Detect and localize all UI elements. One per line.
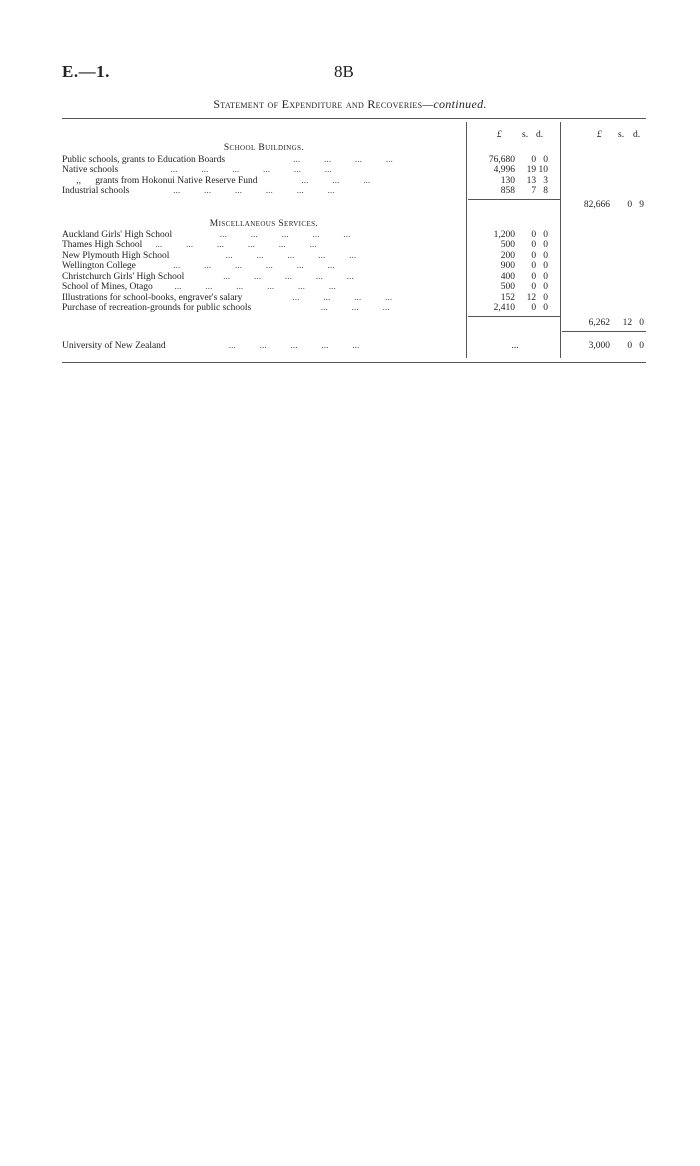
row-label: New Plymouth High School	[62, 251, 170, 261]
amount-pounds: 2,410	[493, 303, 515, 313]
row-label: Purchase of recreation-grounds for public schools	[62, 303, 252, 313]
amount-shillings-pence: 0 0	[531, 282, 548, 292]
leader-dots: ... ... ... ... ...	[205, 341, 360, 351]
amount-shillings-pence: 0 0	[531, 272, 548, 282]
amount-pounds: 500	[500, 282, 515, 292]
amount-pounds: 4,996	[493, 165, 515, 175]
leader-dots: ... ... ... ...	[290, 293, 393, 303]
amount-pounds: 200	[500, 251, 515, 261]
amount-shillings-pence: 0 0	[531, 261, 548, 271]
row-label: Christchurch Girls' High School	[62, 272, 185, 282]
amount-shillings-pence: 0 0	[531, 240, 548, 250]
section-heading-school-buildings: School Buildings.	[223, 143, 305, 153]
section-heading-miscellaneous-services: Miscellaneous Services.	[209, 219, 319, 229]
row-label: Public schools, grants to Education Boards	[62, 155, 226, 165]
amount-shillings-pence: 12 0	[526, 293, 548, 303]
page-number: 8B	[334, 62, 354, 81]
row-label: University of New Zealand	[62, 341, 166, 351]
inner-shillings-header: s.	[522, 130, 529, 140]
total-rule	[562, 331, 646, 332]
university-total-shillings-pence: 0 0	[627, 341, 644, 351]
row-label: School of Mines, Otago	[62, 282, 153, 292]
amount-pounds: 152	[500, 293, 515, 303]
section-total-shillings-pence: 12 0	[622, 318, 644, 328]
row-label: Thames High School	[62, 240, 143, 250]
amount-pounds: 858	[500, 186, 515, 196]
row-label: Native schools	[62, 165, 119, 175]
amount-shillings-pence: 7 8	[531, 186, 548, 196]
row-label: ,, grants from Hokonui Native Reserve Fund	[62, 176, 258, 186]
outer-pounds-header: £	[597, 130, 602, 140]
leader-dots: ... ... ... ... ... ...	[147, 186, 335, 196]
table-top-rule	[62, 118, 646, 119]
amount-pounds: 500	[500, 240, 515, 250]
amount-pounds: 76,680	[488, 155, 515, 165]
row-label: Industrial schools	[62, 186, 130, 196]
amount-pounds: 900	[500, 261, 515, 271]
amount-shillings-pence: 19 10	[526, 165, 548, 175]
inner-pence-header: d.	[536, 130, 544, 140]
amount-shillings-pence: 0 0	[531, 303, 548, 313]
statement-title-main: Statement of Expenditure and Recoveries	[213, 97, 423, 111]
subtotal-rule	[468, 199, 560, 200]
outer-pence-header: d.	[633, 130, 641, 140]
section-total-pounds: 82,666	[583, 200, 610, 210]
leader-dots: ... ... ... ...	[286, 155, 393, 165]
leader-dots: ... ... ... ... ... ...	[148, 240, 317, 250]
leader-dots: ... ... ... ... ...	[216, 272, 354, 282]
leader-dots: ... ... ... ... ... ...	[147, 261, 335, 271]
statement-title-continued: —continued.	[422, 97, 487, 111]
university-total-pounds: 3,000	[588, 341, 610, 351]
inner-pounds-header: £	[497, 130, 502, 140]
amount-shillings-pence: 13 3	[526, 176, 548, 186]
amount-pounds: 1,200	[493, 230, 515, 240]
row-label: Wellington College	[62, 261, 136, 271]
inner-amount-placeholder: ...	[511, 341, 519, 351]
amount-pounds: 400	[500, 272, 515, 282]
leader-dots: ... ... ... ... ...	[196, 230, 351, 240]
statement-title	[0, 97, 700, 112]
page-reference: E.—1.	[62, 62, 110, 81]
leader-dots: ... ... ...	[299, 176, 371, 186]
amount-pounds: 130	[500, 176, 515, 186]
leader-dots: ... ... ... ... ...	[190, 251, 357, 261]
amount-shillings-pence: 0 0	[531, 230, 548, 240]
table-bottom-rule	[62, 362, 646, 363]
leader-dots: ... ... ... ... ... ...	[130, 165, 332, 175]
amount-shillings-pence: 0 0	[531, 155, 548, 165]
section-total-pounds: 6,262	[588, 318, 610, 328]
outer-shillings-header: s.	[618, 130, 625, 140]
leader-dots: ... ... ... ... ... ...	[172, 282, 336, 292]
amount-shillings-pence: 0 0	[531, 251, 548, 261]
row-label: Illustrations for school-books, engraver's salary	[62, 293, 243, 303]
leader-dots: ... ... ...	[297, 303, 390, 313]
subtotal-rule	[468, 316, 560, 317]
row-label: Auckland Girls' High School	[62, 230, 173, 240]
section-total-shillings-pence: 0 9	[627, 200, 644, 210]
